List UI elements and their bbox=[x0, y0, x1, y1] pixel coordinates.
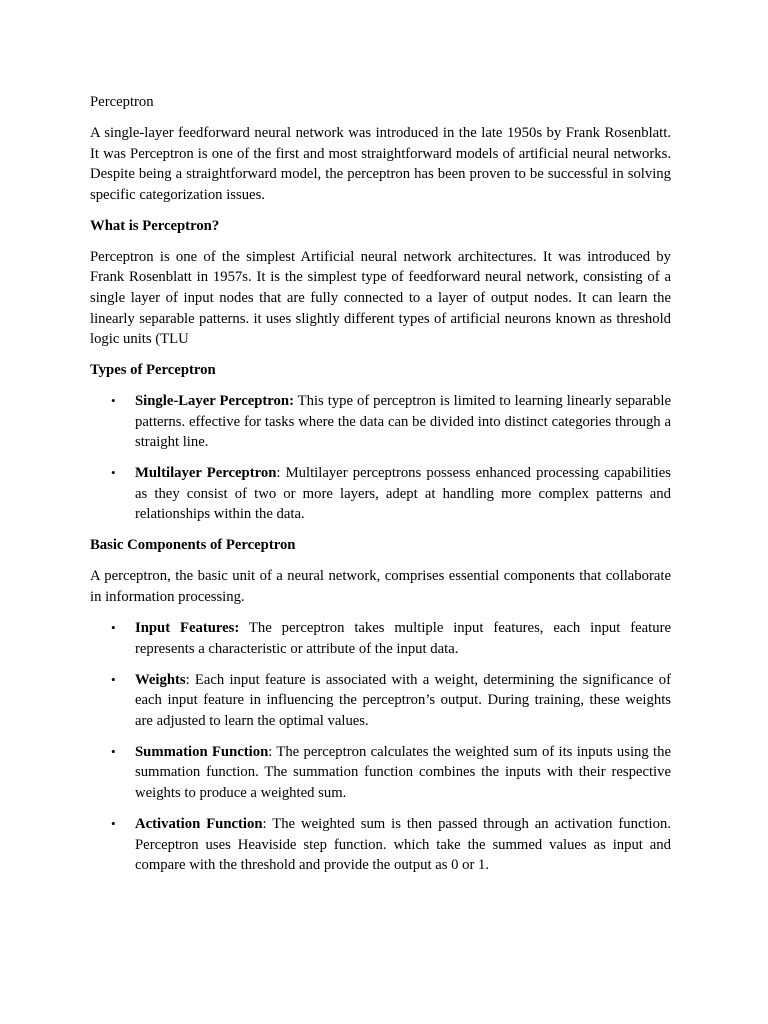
list-item-text: : Multilayer perceptrons possess enhanced processing capabilities as they consist of two or more layers, adept at handling more complex patterns and relationships within the data. bbox=[135, 465, 672, 523]
list-item-text: This type of perceptron is limited to learning linearly separable patterns. effective for tasks where the data can be divided into distinct categories through a straight line. bbox=[135, 393, 671, 451]
list-item bbox=[90, 742, 671, 804]
components-list bbox=[90, 618, 671, 876]
list-item-term: Activation Function bbox=[135, 815, 263, 832]
types-list bbox=[90, 391, 671, 525]
bullet-icon: • bbox=[111, 815, 116, 831]
list-item bbox=[90, 391, 671, 453]
list-item-term: Weights bbox=[135, 671, 186, 688]
intro-paragraph: A single-layer feedforward neural network was introduced in the late 1950s by Frank Rosenblatt. It was Perceptron is one of the first and most straightforward models of artificial neural networks. Despite being a straightforward model, the perceptron has been proven to be successful in solving specific categorization issues. bbox=[90, 124, 671, 203]
list-item-text: The perceptron takes multiple input features, each input feature represents a characteristic or attribute of the input data. bbox=[135, 619, 671, 657]
bullet-icon: • bbox=[111, 393, 116, 409]
list-item-text: : Each input feature is associated with a weight, determining the significance of each input feature in influencing the perceptron’s output. During training, these weights are adjusted to learn the optimal values. bbox=[135, 671, 671, 729]
list-item-term: Single-Layer Perceptron: bbox=[135, 393, 294, 410]
list-item bbox=[90, 670, 671, 732]
document-title: Perceptron bbox=[90, 94, 154, 110]
bullet-icon: • bbox=[111, 671, 116, 687]
bullet-icon: • bbox=[111, 465, 116, 481]
section-heading-basic-components: Basic Components of Perceptron bbox=[90, 537, 296, 554]
section-heading-what-is-perceptron: What is Perceptron? bbox=[90, 217, 220, 234]
list-item bbox=[90, 618, 671, 659]
bullet-icon: • bbox=[111, 619, 116, 635]
what-is-perceptron-paragraph: Perceptron is one of the simplest Artificial neural network architectures. It was introduced by Frank Rosenblatt in 1957s. It is the simplest type of feedforward neural network, consisting of a single layer of input nodes that are fully connected to a layer of output nodes. It can learn the linearly separable patterns. it uses slightly different types of artificial neurons known as threshold logic units (TLU bbox=[90, 248, 671, 348]
list-item-term: Input Features: bbox=[135, 619, 240, 636]
bullet-icon: • bbox=[111, 743, 116, 759]
basic-components-paragraph: A perceptron, the basic unit of a neural network, comprises essential components that collaborate in information processing. bbox=[90, 568, 671, 605]
list-item-term: Multilayer Perceptron bbox=[135, 465, 277, 482]
list-item-text: : The weighted sum is then passed through an activation function. Perceptron uses Heaviside step function. which take the summed values as input and compare with the threshold and provide the output as 0 or 1. bbox=[135, 815, 671, 874]
list-item bbox=[90, 463, 671, 525]
section-heading-types-of-perceptron: Types of Perceptron bbox=[90, 362, 216, 379]
list-item bbox=[90, 814, 671, 876]
list-item-text: : The perceptron calculates the weighted sum of its inputs using the summation function. The summation function combines the inputs with their respective weights to produce a weighted sum. bbox=[135, 743, 671, 801]
document-page bbox=[90, 92, 671, 886]
list-item-term: Summation Function bbox=[135, 743, 269, 760]
